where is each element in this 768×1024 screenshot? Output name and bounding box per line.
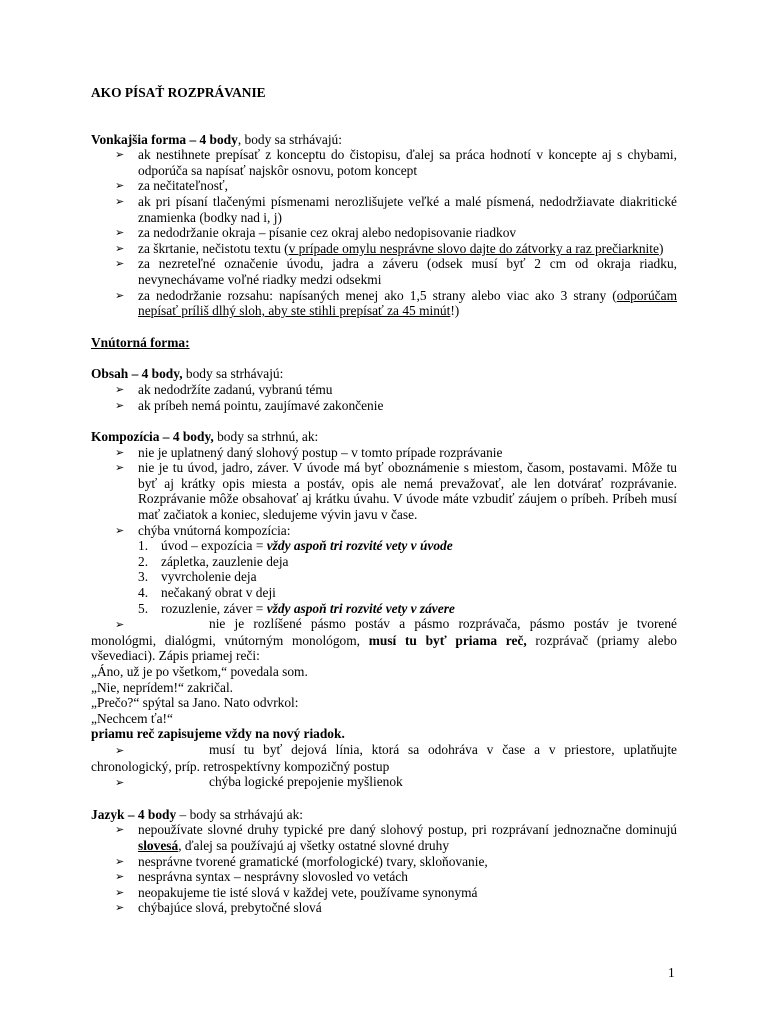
list-item-text-end: , ďalej sa používajú aj všetky ostatné slovné druhy	[178, 837, 450, 853]
section-heading-vonkajsia	[91, 132, 677, 148]
item-number: 1.	[138, 538, 149, 554]
quote-line: „Prečo?“ spýtal sa Jano. Nato odvrkol:	[91, 695, 299, 711]
list-item-text: za nedodržanie rozsahu: napísaných menej ako 1,5 strany alebo viac ako 3 strany (	[138, 287, 617, 303]
list-item	[91, 869, 677, 885]
list-item-text: nepoužívate slovné druhy typické pre daný slohový postup, pri rozprávaní jednoznačne dominujú	[138, 822, 677, 838]
list-item	[91, 256, 677, 287]
section-heading-rest: – body sa strhávajú ak:	[176, 806, 304, 822]
logicke-prepojenie-paragraph	[91, 774, 677, 791]
underlined-bold-text: slovesá	[138, 837, 179, 853]
section-heading-bold: Kompozícia – 4 body,	[91, 429, 214, 445]
list-item-text: za škrtanie, nečistotu textu (	[138, 240, 289, 256]
list-item-text: nie je tu úvod, jadro, záver. V úvode má byť oboznámenie s miestom, časom, postavami. Môže tu byť aj krátky opis miesta a postáv, opis ale nemá prevažovať, ale len dotvárať rozprávanie. Rozprávanie môže obsahovať aj krátku úvahu. V úvode máte vzbudiť záujem o príbeh. Príbeh musí mať začiatok a koniec, sledujeme vývin javu v čase.	[138, 460, 677, 523]
arrow-bullet-icon: ➢	[115, 148, 125, 162]
underlined-text: odporúčam nepísať príliš dlhý sloh, aby ste stihli prepísať za 45 minút	[138, 287, 677, 319]
arrow-bullet-icon: ➢	[115, 776, 125, 790]
numbered-item	[91, 569, 677, 585]
numbered-item	[91, 554, 677, 570]
section-heading-bold: Jazyk – 4 body	[91, 806, 177, 822]
item-number: 5.	[138, 600, 149, 616]
item-emphasis: vždy aspoň tri rozvité vety v závere	[266, 600, 455, 616]
list-item	[91, 225, 677, 241]
item-number: 3.	[138, 569, 149, 585]
arrow-bullet-icon: ➢	[115, 870, 125, 884]
item-text: rozuzlenie, záver =	[161, 600, 267, 616]
list-item-text: chýbajúce slová, prebytočné slová	[138, 900, 322, 916]
list-item	[91, 398, 677, 414]
list-item-text-end: )	[658, 240, 664, 256]
item-text: zápletka, zauzlenie deja	[161, 553, 289, 569]
arrow-bullet-icon: ➢	[115, 885, 125, 899]
list-item	[91, 460, 677, 522]
bold-rule-line: priamu reč zapisujeme vždy na nový riadok.	[91, 726, 345, 742]
list-item-text: ak nestihnete prepísať z konceptu do čistopisu, ďalej sa práca hodnotí v koncepte aj s chybami, odporúča sa napísať najskôr osnovu, potom koncept	[138, 147, 677, 178]
list-item	[91, 822, 677, 853]
section-heading-rest: body sa strhnú, ak:	[213, 429, 319, 445]
arrow-bullet-icon: ➢	[115, 901, 125, 915]
paragraph-text-end: rozprávač (priamy alebo vševediaci). Zápis priamej reči:	[91, 632, 677, 664]
arrow-bullet-icon: ➢	[115, 398, 125, 412]
list-item-text: nesprávne tvorené gramatické (morfologické) tvary, skloňovanie,	[138, 853, 488, 869]
item-text: nečakaný obrat v deji	[161, 585, 276, 601]
underlined-text: v prípade omylu nesprávne slovo dajte do zátvorky a raz prečiarknite	[288, 240, 659, 256]
arrow-bullet-icon: ➢	[115, 257, 125, 271]
item-text: úvod – expozícia =	[161, 538, 267, 554]
list-item	[91, 194, 677, 225]
list-item	[91, 854, 677, 870]
paragraph-text: chýba logické prepojenie myšlienok	[209, 774, 403, 790]
kompozicia-list	[91, 445, 677, 539]
list-item-text: za nezreteľné označenie úvodu, jadra a záveru (odsek musí byť 2 cm od okraja riadku, nevynechávame voľné riadky medzi odsekmi	[138, 256, 677, 287]
arrow-bullet-icon: ➢	[115, 179, 125, 193]
arrow-bullet-icon: ➢	[115, 823, 125, 837]
list-item-text: nesprávna syntax – nesprávny slovosled vo vetách	[138, 869, 408, 885]
list-item-text: za nečitateľnosť,	[138, 178, 228, 194]
list-item	[91, 178, 677, 194]
jazyk-list	[91, 822, 677, 916]
list-item-text: za nedodržanie okraja – písanie cez okraj alebo nedopisovanie riadkov	[138, 225, 517, 241]
list-item-text: ak príbeh nemá pointu, zaujímavé zakončenie	[138, 397, 384, 413]
quote-line: „Áno, už je po všetkom,“ povedala som.	[91, 664, 308, 679]
priama-rec-paragraph	[91, 616, 677, 664]
paragraph-text: nie je rozlíšené pásmo postáv a pásmo rozprávača, pásmo postáv je tvorené monológmi, dialógmi, vnútorným monológom,	[91, 616, 677, 648]
item-text: vyvrcholenie deja	[161, 569, 257, 585]
dejova-linia-paragraph	[91, 742, 677, 774]
item-emphasis: vždy aspoň tri rozvité vety v úvode	[266, 538, 453, 554]
list-item	[91, 241, 677, 257]
section-heading-rest: body sa strhávajú:	[182, 366, 284, 382]
page-number: 1	[668, 965, 675, 980]
list-item-text: nie je uplatnený daný slohový postup – v tomto prípade rozprávanie	[138, 444, 503, 460]
list-item-text-end: !)	[450, 303, 460, 319]
section-heading-bold: Vonkajšia forma – 4 body	[91, 131, 238, 147]
section-heading-kompozicia	[91, 429, 677, 445]
paragraph-text: musí tu byť dejová línia, ktorá sa odohráva v čase a v priestore, uplatňujte chronologický, príp. retrospektívny kompozičný postup	[91, 741, 677, 774]
list-item	[91, 147, 677, 178]
document-content	[91, 85, 677, 916]
arrow-bullet-icon: ➢	[115, 743, 125, 757]
list-item-text: ak pri písaní tlačenými písmenami nerozlišujete veľké a malé písmená, nedodržiavate diakritické znamienka (bodky nad i, j)	[138, 193, 677, 225]
numbered-item	[91, 601, 677, 617]
list-item-text: chýba vnútorná kompozícia:	[138, 522, 291, 538]
arrow-bullet-icon: ➢	[115, 241, 125, 255]
arrow-bullet-icon: ➢	[115, 854, 125, 868]
vonkajsia-list	[91, 147, 677, 319]
list-item	[91, 288, 677, 319]
kompozicia-numbered-list	[91, 538, 677, 616]
arrow-bullet-icon: ➢	[115, 194, 125, 208]
list-item	[91, 382, 677, 398]
section-heading-bold: Obsah – 4 body,	[91, 366, 183, 382]
section-heading-jazyk	[91, 807, 677, 823]
item-number: 2.	[138, 553, 149, 569]
page-title: AKO PÍSAŤ ROZPRÁVANIE	[91, 85, 266, 100]
numbered-item	[91, 585, 677, 601]
item-number: 4.	[138, 585, 149, 601]
list-item	[91, 885, 677, 901]
numbered-item	[91, 538, 677, 554]
list-item	[91, 445, 677, 461]
arrow-bullet-icon: ➢	[115, 288, 125, 302]
arrow-bullet-icon: ➢	[115, 226, 125, 240]
section-heading-rest: , body sa strhávajú:	[237, 131, 342, 147]
list-item	[91, 900, 677, 916]
section-heading-vnutorna: Vnútorná forma:	[91, 334, 190, 350]
quote-line: „Nie, neprídem!“ zakričal.	[91, 679, 234, 695]
obsah-list	[91, 382, 677, 413]
arrow-bullet-icon: ➢	[115, 461, 125, 475]
arrow-bullet-icon: ➢	[115, 382, 125, 396]
arrow-bullet-icon: ➢	[115, 523, 125, 537]
list-item	[91, 523, 677, 539]
list-item-text: neopakujeme tie isté slová v každej vete, používame synonymá	[138, 884, 478, 900]
list-item-text: ak nedodržíte zadanú, vybranú tému	[138, 381, 333, 397]
arrow-bullet-icon: ➢	[115, 445, 125, 459]
section-heading-obsah	[91, 366, 677, 382]
arrow-bullet-icon: ➢	[115, 618, 125, 632]
quote-line: „Nechcem ťa!“	[91, 710, 173, 726]
paragraph-bold: musí tu byť priama reč,	[368, 632, 527, 648]
